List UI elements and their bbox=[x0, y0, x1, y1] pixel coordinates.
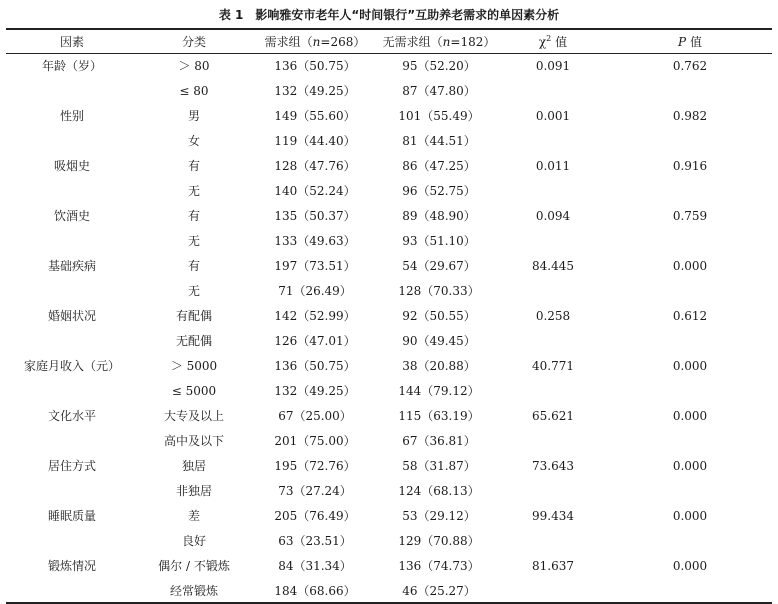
cell-category: 无 bbox=[187, 184, 200, 198]
cell-factor bbox=[6, 78, 138, 103]
cell-p-value bbox=[608, 378, 772, 403]
header-row bbox=[6, 30, 772, 53]
cell-need-group: 84（31.34） bbox=[278, 559, 352, 573]
cell-need-group: 132（49.25） bbox=[274, 384, 356, 398]
cell-need-group: 73（27.24） bbox=[278, 484, 352, 498]
cell-need-group: 149（55.60） bbox=[274, 109, 356, 123]
table-row bbox=[6, 78, 772, 103]
header-need-group: 需求组（n=268） bbox=[264, 35, 366, 49]
cell-p-value: 0.000 bbox=[672, 408, 708, 423]
cell-need-group: 67（25.00） bbox=[278, 409, 352, 423]
cell-chi-square bbox=[498, 278, 608, 303]
table-row bbox=[6, 203, 772, 228]
cell-p-value: 0.762 bbox=[672, 58, 708, 73]
cell-p-value: 0.000 bbox=[672, 358, 708, 373]
cell-factor: 吸烟史 bbox=[53, 159, 90, 173]
cell-no-need-group: 129（70.88） bbox=[398, 534, 480, 548]
cell-need-group: 136（50.75） bbox=[274, 359, 356, 373]
cell-no-need-group: 87（47.80） bbox=[402, 84, 476, 98]
cell-factor bbox=[6, 128, 138, 153]
cell-no-need-group: 96（52.75） bbox=[402, 184, 476, 198]
table-row bbox=[6, 253, 772, 278]
cell-category: 无配偶 bbox=[175, 334, 212, 348]
analysis-table bbox=[6, 30, 772, 603]
cell-no-need-group: 38（20.88） bbox=[402, 359, 476, 373]
cell-factor bbox=[6, 528, 138, 553]
cell-chi-square bbox=[498, 528, 608, 553]
cell-chi-square: 81.637 bbox=[532, 558, 574, 573]
cell-need-group: 126（47.01） bbox=[274, 334, 356, 348]
table-caption bbox=[0, 6, 778, 23]
cell-p-value: 0.982 bbox=[672, 108, 708, 123]
cell-category: 无 bbox=[187, 234, 200, 248]
header-chi-square: $\chi^2$ 值 bbox=[538, 34, 568, 49]
table-body bbox=[6, 53, 772, 603]
cell-category: 有 bbox=[187, 209, 200, 223]
cell-chi-square bbox=[498, 428, 608, 453]
cell-no-need-group: 115（63.19） bbox=[398, 409, 480, 423]
cell-no-need-group: 92（50.55） bbox=[402, 309, 476, 323]
cell-no-need-group: 124（68.13） bbox=[398, 484, 480, 498]
table-row bbox=[6, 153, 772, 178]
cell-category: 偶尔 / 不锻炼 bbox=[158, 559, 230, 573]
cell-p-value: 0.916 bbox=[672, 158, 708, 173]
cell-p-value: 0.612 bbox=[672, 308, 708, 323]
cell-p-value bbox=[608, 478, 772, 503]
table-row bbox=[6, 278, 772, 303]
cell-chi-square: 0.094 bbox=[535, 208, 571, 223]
cell-p-value bbox=[608, 328, 772, 353]
cell-no-need-group: 95（52.20） bbox=[402, 59, 476, 73]
cell-factor: 锻炼情况 bbox=[47, 559, 96, 573]
cell-p-value bbox=[608, 78, 772, 103]
cell-chi-square: 0.011 bbox=[535, 158, 571, 173]
cell-chi-square bbox=[498, 78, 608, 103]
cell-need-group: 133（49.63） bbox=[274, 234, 356, 248]
cell-need-group: 201（75.00） bbox=[274, 434, 356, 448]
cell-chi-square: 40.771 bbox=[532, 358, 574, 373]
header-no-need-group: 无需求组（n=182） bbox=[382, 35, 496, 49]
cell-need-group: 63（23.51） bbox=[278, 534, 352, 548]
table-row bbox=[6, 503, 772, 528]
table-number: 表 1 bbox=[218, 8, 244, 22]
header-category: 分类 bbox=[181, 35, 206, 49]
cell-need-group: 132（49.25） bbox=[274, 84, 356, 98]
cell-factor: 文化水平 bbox=[47, 409, 96, 423]
cell-category: ＞ 5000 bbox=[170, 359, 218, 373]
table-row bbox=[6, 353, 772, 378]
cell-factor bbox=[6, 428, 138, 453]
cell-chi-square: 0.258 bbox=[535, 308, 571, 323]
cell-factor: 家庭月收入（元） bbox=[23, 359, 120, 373]
cell-p-value bbox=[608, 528, 772, 553]
cell-no-need-group: 53（29.12） bbox=[402, 509, 476, 523]
cell-factor bbox=[6, 578, 138, 603]
cell-need-group: 140（52.24） bbox=[274, 184, 356, 198]
cell-p-value bbox=[608, 578, 772, 603]
cell-chi-square bbox=[498, 178, 608, 203]
cell-chi-square bbox=[498, 378, 608, 403]
cell-factor bbox=[6, 278, 138, 303]
cell-need-group: 197（73.51） bbox=[274, 259, 356, 273]
cell-no-need-group: 81（44.51） bbox=[402, 134, 476, 148]
cell-need-group: 71（26.49） bbox=[278, 284, 352, 298]
cell-category: 有配偶 bbox=[175, 309, 212, 323]
cell-p-value: 0.000 bbox=[672, 558, 708, 573]
cell-category: 有 bbox=[187, 159, 200, 173]
cell-chi-square bbox=[498, 128, 608, 153]
cell-p-value: 0.000 bbox=[672, 508, 708, 523]
cell-no-need-group: 136（74.73） bbox=[398, 559, 480, 573]
table-row bbox=[6, 228, 772, 253]
table-row bbox=[6, 428, 772, 453]
cell-chi-square: 73.643 bbox=[532, 458, 574, 473]
cell-factor bbox=[6, 178, 138, 203]
cell-factor: 基础疾病 bbox=[47, 259, 96, 273]
cell-no-need-group: 67（36.81） bbox=[402, 434, 476, 448]
cell-chi-square bbox=[498, 228, 608, 253]
cell-p-value: 0.759 bbox=[672, 208, 708, 223]
cell-category: 有 bbox=[187, 259, 200, 273]
cell-need-group: 119（44.40） bbox=[274, 134, 356, 148]
cell-category: ≤ 80 bbox=[179, 83, 209, 98]
cell-chi-square bbox=[498, 328, 608, 353]
table-row bbox=[6, 453, 772, 478]
cell-no-need-group: 46（25.27） bbox=[402, 584, 476, 598]
cell-p-value bbox=[608, 178, 772, 203]
cell-no-need-group: 86（47.25） bbox=[402, 159, 476, 173]
cell-need-group: 142（52.99） bbox=[274, 309, 356, 323]
cell-p-value bbox=[608, 128, 772, 153]
cell-category: 无 bbox=[187, 284, 200, 298]
table-row bbox=[6, 128, 772, 153]
cell-category: ≤ 5000 bbox=[171, 383, 217, 398]
table-row bbox=[6, 178, 772, 203]
table-row bbox=[6, 328, 772, 353]
cell-chi-square: 99.434 bbox=[532, 508, 574, 523]
cell-factor bbox=[6, 378, 138, 403]
cell-factor: 婚姻状况 bbox=[47, 309, 96, 323]
cell-chi-square: 65.621 bbox=[532, 408, 574, 423]
cell-chi-square bbox=[498, 578, 608, 603]
cell-no-need-group: 54（29.67） bbox=[402, 259, 476, 273]
cell-category: 非独居 bbox=[175, 484, 212, 498]
table-row bbox=[6, 403, 772, 428]
cell-need-group: 205（76.49） bbox=[274, 509, 356, 523]
cell-chi-square: 84.445 bbox=[532, 258, 574, 273]
table-row bbox=[6, 53, 772, 78]
cell-category: 经常锻炼 bbox=[169, 584, 218, 598]
cell-factor bbox=[6, 478, 138, 503]
cell-factor bbox=[6, 328, 138, 353]
cell-category: 良好 bbox=[181, 534, 206, 548]
cell-category: 独居 bbox=[181, 459, 206, 473]
table-title: 影响雅安市老年人“时间银行”互助养老需求的单因素分析 bbox=[255, 8, 560, 22]
cell-p-value: 0.000 bbox=[672, 258, 708, 273]
cell-category: ＞ 80 bbox=[178, 59, 210, 73]
cell-category: 女 bbox=[187, 134, 200, 148]
cell-category: 大专及以上 bbox=[163, 409, 224, 423]
cell-p-value bbox=[608, 228, 772, 253]
table-row bbox=[6, 378, 772, 403]
table-row bbox=[6, 478, 772, 503]
cell-factor: 居住方式 bbox=[47, 459, 96, 473]
table-row bbox=[6, 578, 772, 603]
cell-factor: 年龄（岁） bbox=[41, 59, 102, 73]
cell-no-need-group: 93（51.10） bbox=[402, 234, 476, 248]
header-factor: 因素 bbox=[59, 35, 84, 49]
cell-factor: 性别 bbox=[59, 109, 84, 123]
cell-no-need-group: 128（70.33） bbox=[398, 284, 480, 298]
cell-need-group: 135（50.37） bbox=[274, 209, 356, 223]
cell-category: 高中及以下 bbox=[163, 434, 224, 448]
cell-need-group: 136（50.75） bbox=[274, 59, 356, 73]
cell-no-need-group: 144（79.12） bbox=[398, 384, 480, 398]
table-row bbox=[6, 553, 772, 578]
header-p-value: P 值 bbox=[678, 35, 702, 49]
cell-p-value: 0.000 bbox=[672, 458, 708, 473]
cell-chi-square: 0.091 bbox=[535, 58, 571, 73]
table-row bbox=[6, 303, 772, 328]
cell-p-value bbox=[608, 278, 772, 303]
cell-chi-square bbox=[498, 478, 608, 503]
table-row bbox=[6, 103, 772, 128]
cell-no-need-group: 89（48.90） bbox=[402, 209, 476, 223]
cell-chi-square: 0.001 bbox=[535, 108, 571, 123]
table-row bbox=[6, 528, 772, 553]
cell-need-group: 184（68.66） bbox=[274, 584, 356, 598]
cell-category: 差 bbox=[187, 509, 200, 523]
cell-p-value bbox=[608, 428, 772, 453]
cell-category: 男 bbox=[187, 109, 200, 123]
cell-need-group: 128（47.76） bbox=[274, 159, 356, 173]
cell-need-group: 195（72.76） bbox=[274, 459, 356, 473]
cell-factor bbox=[6, 228, 138, 253]
cell-factor: 饮酒史 bbox=[53, 209, 90, 223]
cell-no-need-group: 101（55.49） bbox=[398, 109, 480, 123]
cell-no-need-group: 58（31.87） bbox=[402, 459, 476, 473]
cell-no-need-group: 90（49.45） bbox=[402, 334, 476, 348]
cell-factor: 睡眠质量 bbox=[47, 509, 96, 523]
